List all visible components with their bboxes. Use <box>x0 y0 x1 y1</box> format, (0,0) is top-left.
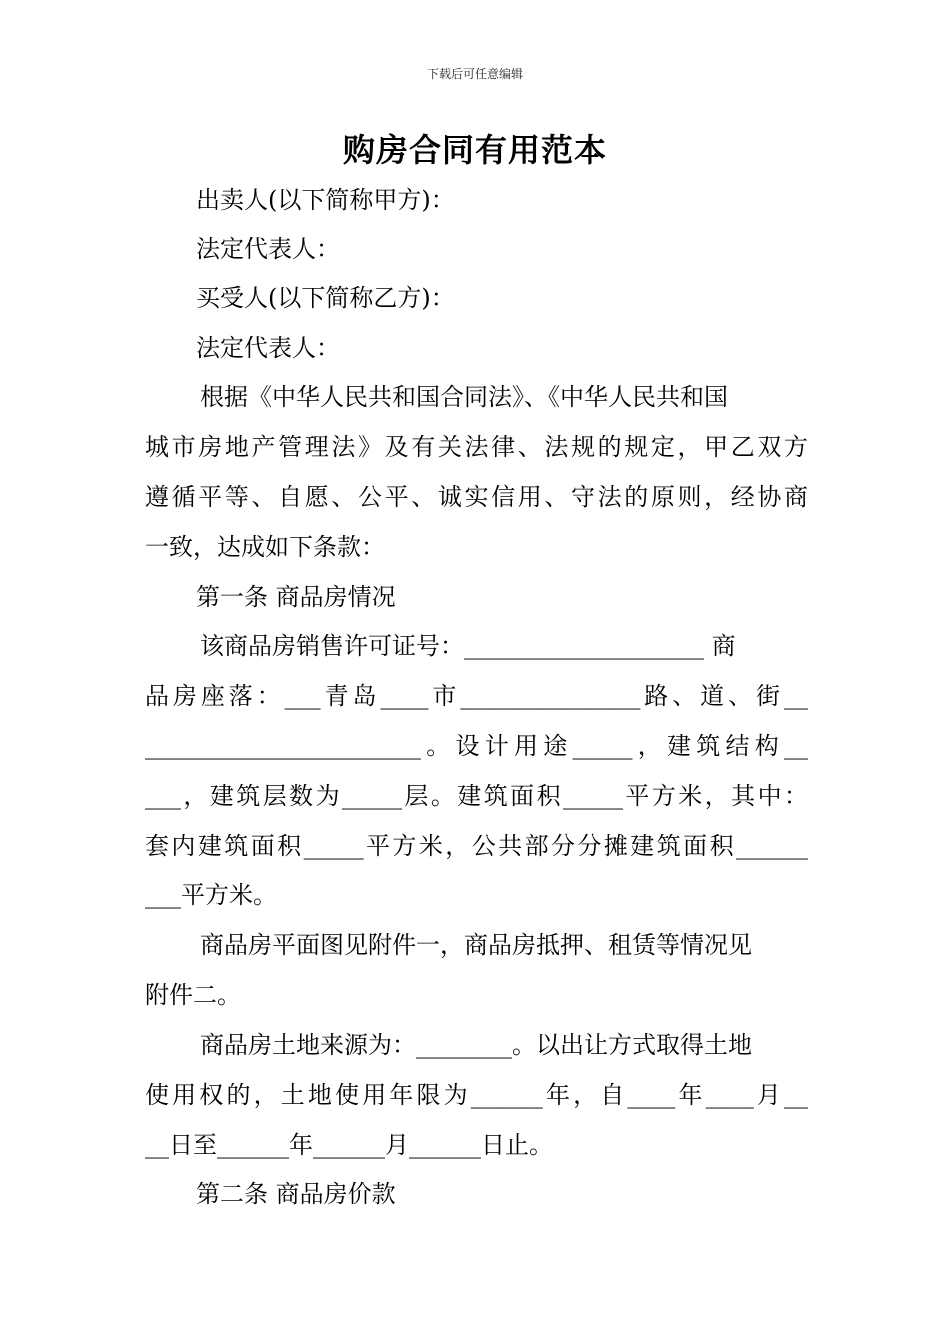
floor-plan-line-1: 商品房平面图见附件一，商品房抵押、租赁等情况见 <box>200 931 752 959</box>
buyer-line: 买受人(以下简称乙方)： <box>196 284 455 312</box>
document-title: 购房合同有用范本 <box>342 131 607 169</box>
seller-representative-line: 法定代表人： <box>196 235 340 263</box>
article-1-line-5: 套内建筑面积_____平方米，公共部分分摊建筑面积______ <box>145 832 808 860</box>
article-1-line-4: ___，建筑层数为_____层。建筑面积_____平方米，其中： <box>145 782 808 810</box>
preamble-line-3: 遵循平等、自愿、公平、诚实信用、守法的原则，经协商 <box>145 483 808 511</box>
article-1-line-3: _______________________。设计用途_____，建筑结构__ <box>145 732 808 760</box>
article-1-line-2: 品房座落：___青岛____市_______________路、道、街__ <box>145 682 808 710</box>
preamble-line-2: 城市房地产管理法》及有关法律、法规的规定，甲乙双方 <box>145 433 808 461</box>
preamble-line-1: 根据《中华人民共和国合同法》、《中华人民共和国 <box>200 383 728 411</box>
floor-plan-line-2: 附件二。 <box>145 981 241 1009</box>
header-note: 下载后可任意编辑 <box>426 67 523 81</box>
land-source-line-2: 使用权的，土地使用年限为______年，自____年____月__ <box>145 1081 808 1109</box>
seller-line: 出卖人(以下简称甲方)： <box>196 186 455 214</box>
article-1-line-1: 该商品房销售许可证号：____________________ 商 <box>200 632 736 660</box>
land-source-line-1: 商品房土地来源为：________。以出让方式取得土地 <box>200 1031 752 1059</box>
article-1-heading: 第一条 商品房情况 <box>196 583 396 611</box>
article-2-heading: 第二条 商品房价款 <box>196 1180 396 1208</box>
article-1-line-6: ___平方米。 <box>145 881 277 909</box>
buyer-representative-line: 法定代表人： <box>196 334 340 362</box>
preamble-line-4: 一致，达成如下条款： <box>145 533 385 561</box>
land-source-line-3: __日至______年______月______日止。 <box>145 1131 553 1159</box>
